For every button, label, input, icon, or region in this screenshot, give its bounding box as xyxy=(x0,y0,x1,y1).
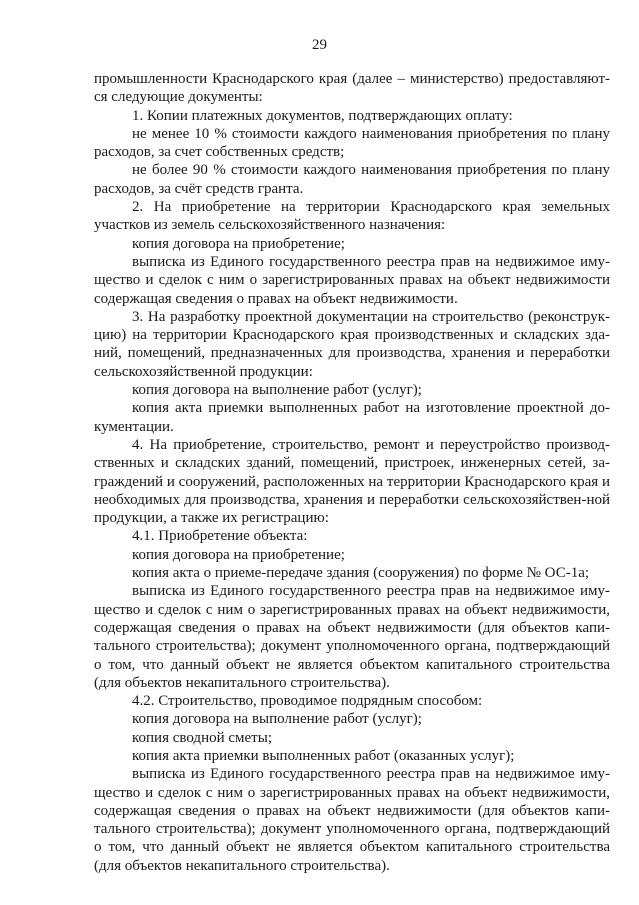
paragraph: копия договора на приобретение; xyxy=(132,546,345,563)
paragraph: выписка из Единого государственного реестра прав на недвижимое иму-щество и сделок с ним о зарегистрированных правах на объект недвижимости, содержащая сведения о правах на объект недвижимости (для объектов капи-тального строительства); документ уполномоченного органа, подтверждающий о том, что данный объект не является объектом капитального строительства (для объектов некапитального строительства). xyxy=(94,766,610,874)
paragraph: копия акта приемки выполненных работ на изготовление проектной до-кументации. xyxy=(94,400,610,435)
paragraph: копия договора на приобретение; xyxy=(132,235,345,252)
page-number: 29 xyxy=(312,37,327,53)
paragraph: не менее 10 % стоимости каждого наименования приобретения по плану расходов, за счет собственных средств; xyxy=(94,125,610,161)
paragraph: выписка из Единого государственного реестра прав на недвижимое иму-щество и сделок с ним о зарегистрированных правах на объект недвижимости, содержащая сведения о правах на объект недвижимости (для объектов капи-тального строительства); документ уполномоченного органа, подтверждающий о том, что данный объект не является объектом капитального строительства (для объектов некапитального строительства). xyxy=(94,583,610,691)
paragraph: 3. На разработку проектной документации на строительство (реконструк-цию) на территории Краснодарского края производственных и складских зда-ний, помещений, предназначенных для производства, хранения и переработки сельскохозяйственной продукции: xyxy=(94,308,610,380)
paragraph: 4.1. Приобретение объекта: xyxy=(132,528,308,545)
paragraph: копия акта о приеме-передаче здания (сооружения) по форме № ОС-1а; xyxy=(132,565,590,582)
paragraph: 4.2. Строительство, проводимое подрядным способом: xyxy=(132,693,483,710)
paragraph: выписка из Единого государственного реестра прав на недвижимое иму-щество и сделок с ним о зарегистрированных правах на объект недвижимости содержащая сведения о правах на объект недвижимости. xyxy=(94,253,610,307)
paragraph: копия договора на выполнение работ (услуг); xyxy=(132,382,422,399)
paragraph: 2. На приобретение на территории Краснодарского края земельных участков из земель сельскохозяйственного назначения: xyxy=(94,199,610,234)
paragraph: 4. На приобретение, строительство, ремонт и переустройство производ-ственных и складских зданий, помещений, пристроек, инженерных сетей, за-граждений и сооружений, расположенных на территории Краснодарского края и необходимых для производства, хранения и переработки сельскохозяйствен-ной продукции, а также их регистрацию: xyxy=(94,436,610,527)
paragraph: 1. Копии платежных документов, подтверждающих оплату: xyxy=(132,107,513,124)
paragraph: промышленности Краснодарского края (далее – министерство) предоставляют-ся следующие документы: xyxy=(94,71,610,106)
paragraph: копия акта приемки выполненных работ (оказанных услуг); xyxy=(132,747,515,764)
document-body xyxy=(94,70,610,875)
paragraph: копия договора на выполнение работ (услуг); xyxy=(132,711,422,728)
paragraph: не более 90 % стоимости каждого наименования приобретения по плану расходов, за счёт средств гранта. xyxy=(94,162,610,197)
paragraph: копия сводной сметы; xyxy=(132,729,272,746)
